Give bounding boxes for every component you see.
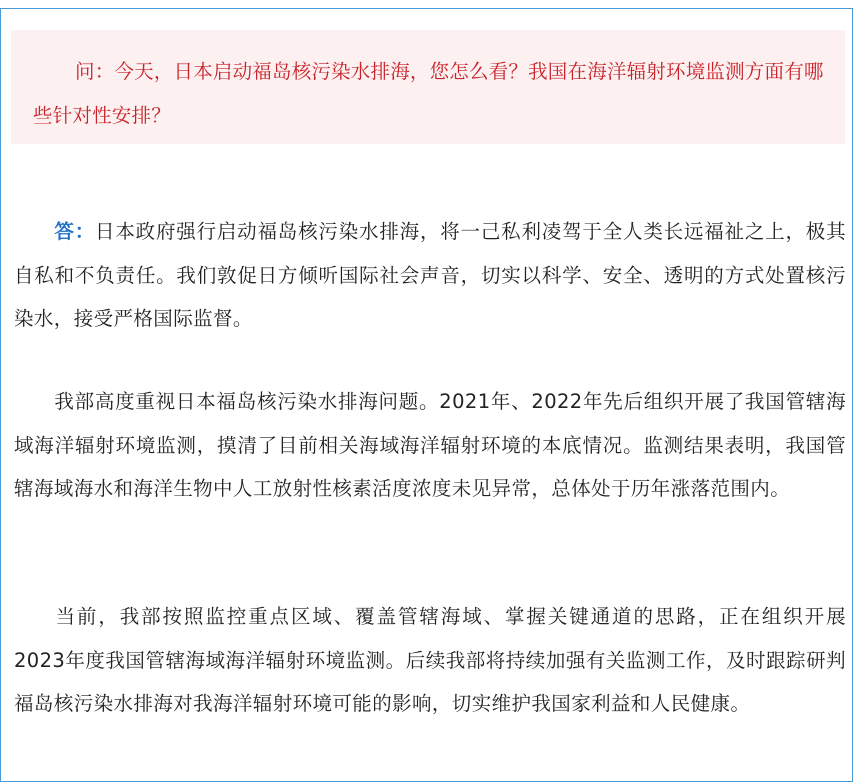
- answer-paragraph-3: [14, 595, 846, 726]
- answer-label: 答：: [54, 220, 96, 243]
- answer-paragraph-1: [14, 210, 846, 341]
- answer-paragraph-2: [14, 380, 846, 511]
- answer-paragraph-1-text: 日本政府强行启动福岛核污染水排海，将一己私利凌驾于全人类长远福祉之上，极其自私和不负责任。我们敦促日方倾听国际社会声音，切实以科学、安全、透明的方式处置核污染水，接受严格国际监督。: [14, 220, 846, 330]
- question-text: 问：今天，日本启动福岛核污染水排海，您怎么看？我国在海洋辐射环境监测方面有哪些针对性安排？: [33, 60, 824, 127]
- answer-paragraph-2-text: 我部高度重视日本福岛核污染水排海问题。2021年、2022年先后组织开展了我国管辖海域海洋辐射环境监测，摸清了目前相关海域海洋辐射环境的本底情况。监测结果表明，我国管辖海域海水和海洋生物中人工放射性核素活度浓度未见异常，总体处于历年涨落范围内。: [14, 390, 846, 500]
- question-box: [11, 30, 845, 144]
- answer-paragraph-3-text: 当前，我部按照监控重点区域、覆盖管辖海域、掌握关键通道的思路，正在组织开展 2023年度我国管辖海域海洋辐射环境监测。后续我部将持续加强有关监测工作，及时跟踪研判福岛核污染水排海对我海洋辐射环境可能的影响，切实维护我国家利益和人民健康。: [14, 605, 846, 715]
